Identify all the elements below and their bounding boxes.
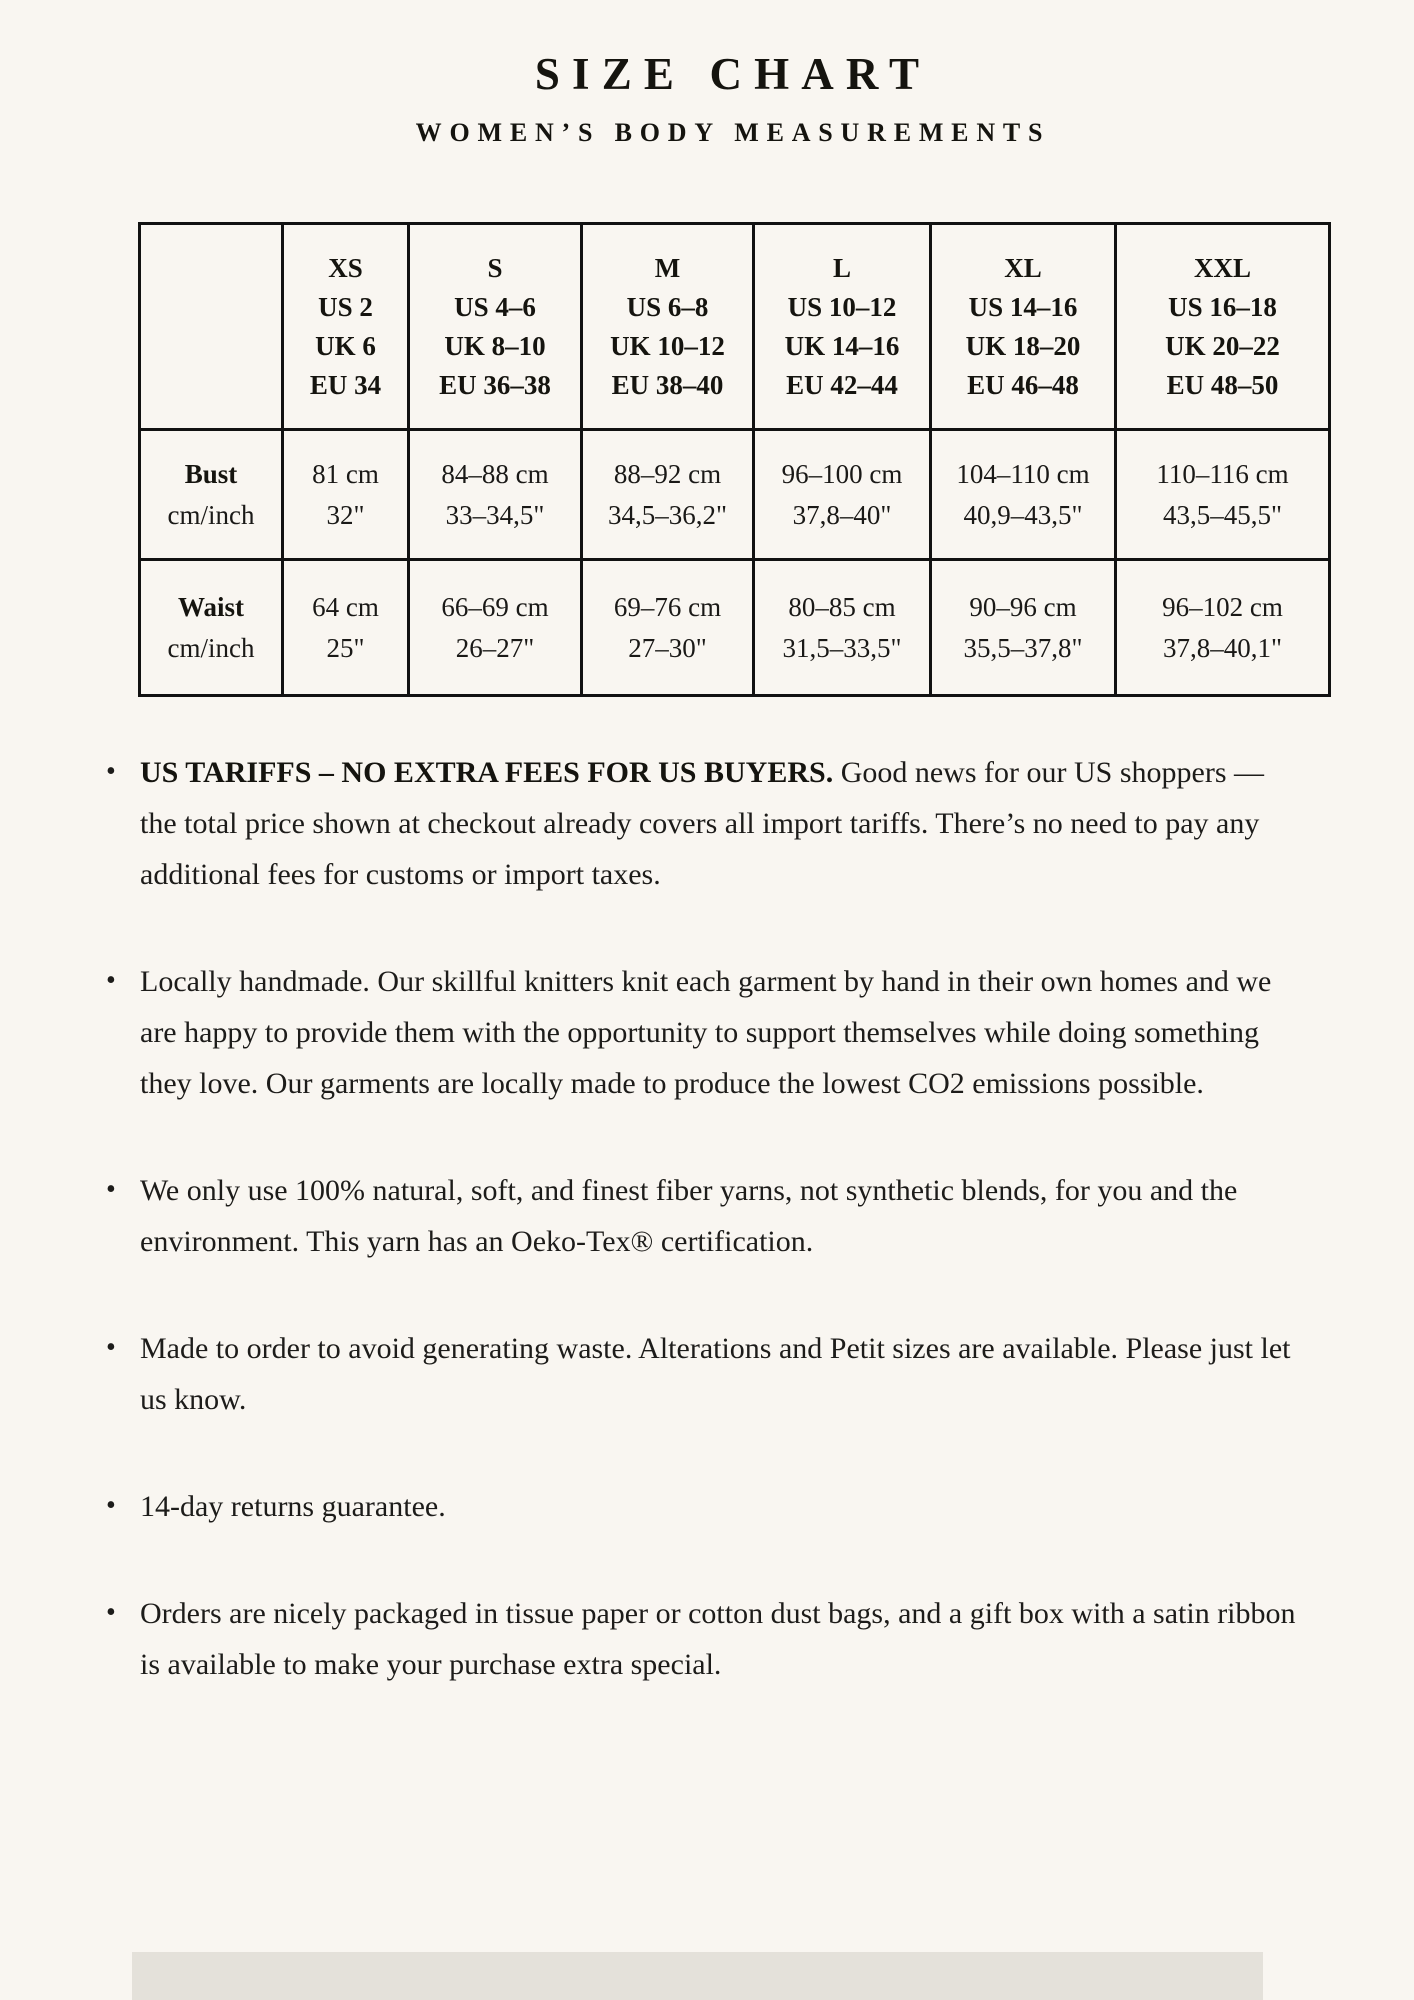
list-item-made-to-order [104,1323,1304,1425]
waist-value-xl [931,560,1116,696]
bullet-icon: • [106,1332,116,1363]
page-subtitle: WOMEN’S BODY MEASUREMENTS [415,117,1051,147]
size-us: US 16–18 [1168,291,1277,322]
list-item-returns-guarantee [104,1481,1304,1532]
size-column-m [582,224,754,430]
size-column-s [409,224,582,430]
size-eu: EU 48–50 [1166,369,1279,400]
bullet-text: We only use 100% natural, soft, and finest fiber yarns, not synthetic blends, for you and the environment. This yarn has an Oeko-Tex® certification. [140,1174,1238,1258]
list-item-locally-handmade [104,956,1304,1109]
value-inch: 32" [326,499,365,530]
bust-value-s [409,430,582,560]
bullet-text: Good news for our US shoppers — the total price shown at checkout already covers all import tariffs. There’s no need to pay any additional fees for customs or import taxes. [140,756,1264,891]
waist-value-s [409,560,582,696]
bullet-icon: • [106,1174,116,1205]
value-inch: 27–30" [628,632,707,663]
bullet-icon: • [106,965,116,996]
value-cm: 69–76 cm [613,591,722,622]
value-cm: 80–85 cm [788,591,896,622]
value-inch: 34,5–36,2" [607,499,728,530]
value-inch: 26–27" [455,632,535,663]
value-cm: 64 cm [312,591,379,622]
value-inch: 35,5–37,8" [963,632,1083,663]
size-name: L [832,252,851,283]
value-cm: 96–100 cm [781,458,903,489]
waist-label-cell [140,560,283,696]
size-eu: EU 42–44 [786,369,898,400]
value-cm: 66–69 cm [441,591,549,622]
value-inch: 31,5–33,5" [782,632,902,663]
size-column-xs [283,224,409,430]
size-column-xl [931,224,1116,430]
size-uk: UK 18–20 [965,330,1081,361]
measure-unit: cm/inch [167,632,255,663]
bust-label-cell [140,430,283,560]
bullet-icon: • [106,1490,116,1521]
value-cm: 81 cm [312,458,379,489]
size-us: US 2 [318,291,373,322]
size-name: M [654,252,681,283]
value-inch: 37,8–40,1" [1162,632,1283,663]
table-row-bust [140,430,1330,560]
size-us: US 14–16 [968,291,1078,322]
size-table [138,222,1331,697]
bust-value-xs [283,430,409,560]
waist-value-xs [283,560,409,696]
list-item-us-tariffs [104,747,1304,900]
info-bullet-list [104,747,1304,1746]
size-column-xxl [1116,224,1330,430]
measure-name: Waist [177,591,244,622]
bust-value-xl [931,430,1116,560]
list-item-packaging [104,1588,1304,1690]
bust-value-m [582,430,754,560]
size-uk: UK 8–10 [444,330,546,361]
value-cm: 96–102 cm [1162,591,1283,622]
size-us: US 10–12 [787,291,897,322]
bullet-icon: • [106,1597,116,1628]
value-inch: 25" [326,632,365,663]
bullet-icon: • [106,756,116,787]
size-name: XL [1004,252,1042,283]
next-section-cropped-block [132,1952,1263,2000]
value-cm: 90–96 cm [969,591,1077,622]
waist-value-m [582,560,754,696]
value-inch: 37,8–40" [792,499,892,530]
measure-unit: cm/inch [167,499,255,530]
table-row-sizes [140,224,1330,430]
size-column-l [754,224,931,430]
value-cm: 110–116 cm [1156,458,1289,489]
size-uk: UK 6 [315,330,376,361]
value-cm: 84–88 cm [441,458,549,489]
value-inch: 40,9–43,5" [963,499,1083,530]
value-inch: 43,5–45,5" [1162,499,1283,530]
waist-value-l [754,560,931,696]
size-name: XS [328,252,363,283]
bullet-text: 14-day returns guarantee. [140,1490,446,1523]
size-eu: EU 34 [309,369,382,400]
waist-value-xxl [1116,560,1330,696]
bust-value-l [754,430,931,560]
size-eu: EU 36–38 [439,369,551,400]
size-eu: EU 38–40 [611,369,724,400]
size-uk: UK 14–16 [784,330,900,361]
bullet-text: Orders are nicely packaged in tissue paper or cotton dust bags, and a gift box with a satin ribbon is available to make your purchase extra special. [140,1597,1296,1681]
measure-name: Bust [184,458,238,489]
table-row-waist [140,560,1330,696]
size-uk: UK 10–12 [610,330,725,361]
size-eu: EU 46–48 [967,369,1079,400]
page-title: SIZE CHART [534,49,932,99]
bust-value-xxl [1116,430,1330,560]
size-name: S [487,252,503,283]
bullet-text: Made to order to avoid generating waste. Alterations and Petit sizes are available. Please just let us know. [140,1332,1291,1416]
size-uk: UK 20–22 [1165,330,1280,361]
bullet-text: Locally handmade. Our skillful knitters knit each garment by hand in their own homes and we are happy to provide them with the opportunity to support themselves while doing something they love. Our garments are locally made to produce the lowest CO2 emissions possible. [140,965,1272,1100]
table-corner-cell [140,224,283,430]
size-us: US 4–6 [454,291,536,322]
list-item-natural-yarns [104,1165,1304,1267]
value-inch: 33–34,5" [445,499,545,530]
value-cm: 104–110 cm [956,458,1090,489]
page-header [138,50,1328,148]
size-name: XXL [1193,252,1251,283]
value-cm: 88–92 cm [613,458,722,489]
size-us: US 6–8 [626,291,709,322]
bullet-bold-text: US TARIFFS – NO EXTRA FEES FOR US BUYERS. [140,756,834,789]
